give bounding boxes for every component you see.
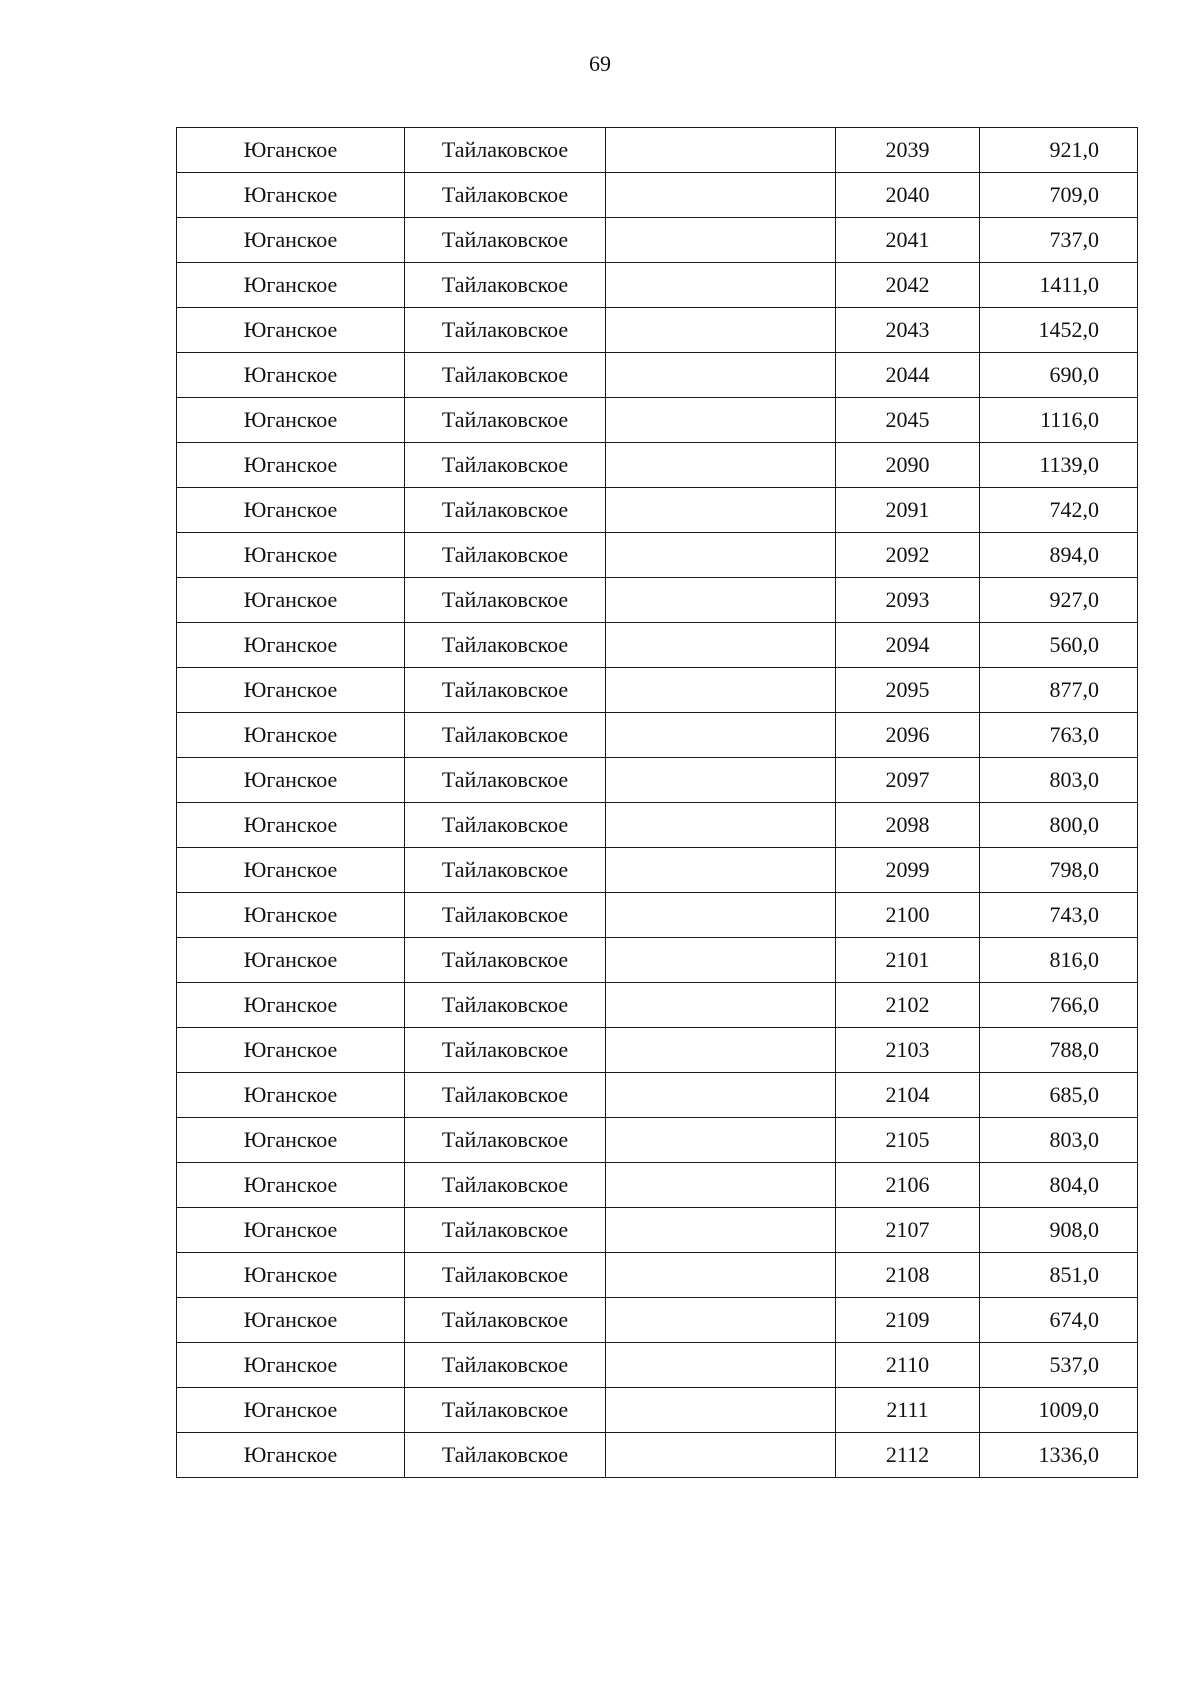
table-row [177, 218, 1138, 263]
cell-field: Юганское [177, 443, 405, 488]
cell-area: Тайлаковское [405, 443, 606, 488]
table-row [177, 578, 1138, 623]
table-row [177, 623, 1138, 668]
cell-value: 803,0 [980, 758, 1138, 803]
cell-value: 877,0 [980, 668, 1138, 713]
cell-field: Юганское [177, 938, 405, 983]
table-row [177, 1298, 1138, 1343]
cell-area: Тайлаковское [405, 218, 606, 263]
table-row [177, 893, 1138, 938]
cell-area: Тайлаковское [405, 1208, 606, 1253]
cell-number: 2091 [836, 488, 980, 533]
cell-value: 921,0 [980, 128, 1138, 173]
cell-number: 2090 [836, 443, 980, 488]
cell-area: Тайлаковское [405, 533, 606, 578]
cell-field: Юганское [177, 1253, 405, 1298]
cell-field: Юганское [177, 983, 405, 1028]
cell-note [606, 1208, 836, 1253]
cell-area: Тайлаковское [405, 128, 606, 173]
cell-field: Юганское [177, 1208, 405, 1253]
cell-area: Тайлаковское [405, 983, 606, 1028]
table-row [177, 803, 1138, 848]
cell-area: Тайлаковское [405, 353, 606, 398]
cell-area: Тайлаковское [405, 398, 606, 443]
cell-field: Юганское [177, 713, 405, 758]
cell-number: 2096 [836, 713, 980, 758]
cell-value: 816,0 [980, 938, 1138, 983]
cell-value: 674,0 [980, 1298, 1138, 1343]
table-row [177, 713, 1138, 758]
cell-note [606, 1298, 836, 1343]
table-row [177, 263, 1138, 308]
table-row [177, 488, 1138, 533]
cell-field: Юганское [177, 533, 405, 578]
cell-value: 560,0 [980, 623, 1138, 668]
cell-area: Тайлаковское [405, 1028, 606, 1073]
cell-number: 2040 [836, 173, 980, 218]
cell-number: 2101 [836, 938, 980, 983]
page-number: 69 [589, 51, 611, 76]
cell-number: 2095 [836, 668, 980, 713]
cell-number: 2100 [836, 893, 980, 938]
cell-area: Тайлаковское [405, 1118, 606, 1163]
cell-field: Юганское [177, 1028, 405, 1073]
cell-number: 2092 [836, 533, 980, 578]
cell-number: 2041 [836, 218, 980, 263]
cell-number: 2044 [836, 353, 980, 398]
cell-value: 798,0 [980, 848, 1138, 893]
cell-note [606, 218, 836, 263]
cell-value: 851,0 [980, 1253, 1138, 1298]
table-row [177, 1163, 1138, 1208]
table-row [177, 938, 1138, 983]
cell-number: 2104 [836, 1073, 980, 1118]
cell-note [606, 443, 836, 488]
cell-value: 1139,0 [980, 443, 1138, 488]
cell-note [606, 488, 836, 533]
cell-area: Тайлаковское [405, 1163, 606, 1208]
cell-field: Юганское [177, 758, 405, 803]
cell-value: 743,0 [980, 893, 1138, 938]
cell-note [606, 1253, 836, 1298]
data-table [176, 127, 1138, 1478]
cell-number: 2098 [836, 803, 980, 848]
cell-value: 800,0 [980, 803, 1138, 848]
cell-field: Юганское [177, 623, 405, 668]
cell-value: 908,0 [980, 1208, 1138, 1253]
cell-number: 2042 [836, 263, 980, 308]
cell-area: Тайлаковское [405, 1253, 606, 1298]
cell-value: 803,0 [980, 1118, 1138, 1163]
cell-note [606, 308, 836, 353]
cell-field: Юганское [177, 803, 405, 848]
table-row [177, 308, 1138, 353]
cell-number: 2099 [836, 848, 980, 893]
cell-number: 2043 [836, 308, 980, 353]
cell-area: Тайлаковское [405, 173, 606, 218]
cell-field: Юганское [177, 398, 405, 443]
table-row [177, 1343, 1138, 1388]
cell-field: Юганское [177, 353, 405, 398]
cell-number: 2045 [836, 398, 980, 443]
cell-value: 685,0 [980, 1073, 1138, 1118]
table-row [177, 173, 1138, 218]
cell-number: 2094 [836, 623, 980, 668]
table-row [177, 1208, 1138, 1253]
cell-field: Юганское [177, 173, 405, 218]
cell-note [606, 1073, 836, 1118]
table-row [177, 443, 1138, 488]
table-row [177, 758, 1138, 803]
cell-value: 894,0 [980, 533, 1138, 578]
cell-note [606, 1163, 836, 1208]
cell-field: Юганское [177, 848, 405, 893]
table-body [177, 128, 1138, 1478]
cell-value: 537,0 [980, 1343, 1138, 1388]
cell-note [606, 623, 836, 668]
cell-note [606, 668, 836, 713]
cell-number: 2108 [836, 1253, 980, 1298]
cell-field: Юганское [177, 1433, 405, 1478]
cell-number: 2110 [836, 1343, 980, 1388]
cell-number: 2093 [836, 578, 980, 623]
cell-number: 2039 [836, 128, 980, 173]
cell-value: 1452,0 [980, 308, 1138, 353]
cell-field: Юганское [177, 128, 405, 173]
table-row [177, 1388, 1138, 1433]
cell-field: Юганское [177, 1073, 405, 1118]
cell-value: 763,0 [980, 713, 1138, 758]
cell-value: 1411,0 [980, 263, 1138, 308]
cell-number: 2106 [836, 1163, 980, 1208]
table-row [177, 1028, 1138, 1073]
cell-note [606, 1388, 836, 1433]
cell-area: Тайлаковское [405, 1433, 606, 1478]
table-row [177, 533, 1138, 578]
table-row [177, 353, 1138, 398]
cell-note [606, 1343, 836, 1388]
table-row [177, 848, 1138, 893]
cell-field: Юганское [177, 1343, 405, 1388]
cell-area: Тайлаковское [405, 803, 606, 848]
cell-area: Тайлаковское [405, 488, 606, 533]
table-row [177, 668, 1138, 713]
cell-note [606, 893, 836, 938]
cell-value: 709,0 [980, 173, 1138, 218]
cell-value: 1009,0 [980, 1388, 1138, 1433]
cell-value: 1116,0 [980, 398, 1138, 443]
cell-value: 804,0 [980, 1163, 1138, 1208]
cell-value: 1336,0 [980, 1433, 1138, 1478]
cell-field: Юганское [177, 1163, 405, 1208]
table-row [177, 1433, 1138, 1478]
cell-note [606, 803, 836, 848]
cell-area: Тайлаковское [405, 263, 606, 308]
cell-area: Тайлаковское [405, 1388, 606, 1433]
table-row [177, 128, 1138, 173]
cell-note [606, 1028, 836, 1073]
cell-area: Тайлаковское [405, 893, 606, 938]
cell-number: 2103 [836, 1028, 980, 1073]
cell-number: 2105 [836, 1118, 980, 1163]
cell-area: Тайлаковское [405, 758, 606, 803]
cell-note [606, 173, 836, 218]
cell-area: Тайлаковское [405, 308, 606, 353]
cell-number: 2097 [836, 758, 980, 803]
cell-number: 2111 [836, 1388, 980, 1433]
cell-area: Тайлаковское [405, 713, 606, 758]
table-row [177, 1118, 1138, 1163]
cell-area: Тайлаковское [405, 623, 606, 668]
cell-field: Юганское [177, 308, 405, 353]
cell-field: Юганское [177, 578, 405, 623]
cell-note [606, 128, 836, 173]
cell-value: 737,0 [980, 218, 1138, 263]
cell-note [606, 983, 836, 1028]
cell-field: Юганское [177, 1118, 405, 1163]
cell-area: Тайлаковское [405, 848, 606, 893]
cell-value: 927,0 [980, 578, 1138, 623]
cell-number: 2102 [836, 983, 980, 1028]
cell-field: Юганское [177, 263, 405, 308]
cell-field: Юганское [177, 1388, 405, 1433]
table-row [177, 398, 1138, 443]
cell-note [606, 848, 836, 893]
cell-area: Тайлаковское [405, 578, 606, 623]
cell-field: Юганское [177, 1298, 405, 1343]
cell-note [606, 578, 836, 623]
cell-area: Тайлаковское [405, 1343, 606, 1388]
cell-note [606, 398, 836, 443]
cell-field: Юганское [177, 218, 405, 263]
cell-note [606, 713, 836, 758]
cell-field: Юганское [177, 893, 405, 938]
cell-area: Тайлаковское [405, 938, 606, 983]
cell-value: 690,0 [980, 353, 1138, 398]
cell-number: 2107 [836, 1208, 980, 1253]
cell-note [606, 533, 836, 578]
cell-value: 788,0 [980, 1028, 1138, 1073]
table-row [177, 983, 1138, 1028]
cell-value: 742,0 [980, 488, 1138, 533]
table-row [177, 1253, 1138, 1298]
cell-area: Тайлаковское [405, 1298, 606, 1343]
cell-area: Тайлаковское [405, 668, 606, 713]
cell-note [606, 938, 836, 983]
cell-area: Тайлаковское [405, 1073, 606, 1118]
table-row [177, 1073, 1138, 1118]
cell-field: Юганское [177, 668, 405, 713]
cell-note [606, 758, 836, 803]
cell-value: 766,0 [980, 983, 1138, 1028]
cell-field: Юганское [177, 488, 405, 533]
cell-number: 2109 [836, 1298, 980, 1343]
cell-note [606, 263, 836, 308]
cell-number: 2112 [836, 1433, 980, 1478]
cell-note [606, 1433, 836, 1478]
cell-note [606, 1118, 836, 1163]
cell-note [606, 353, 836, 398]
